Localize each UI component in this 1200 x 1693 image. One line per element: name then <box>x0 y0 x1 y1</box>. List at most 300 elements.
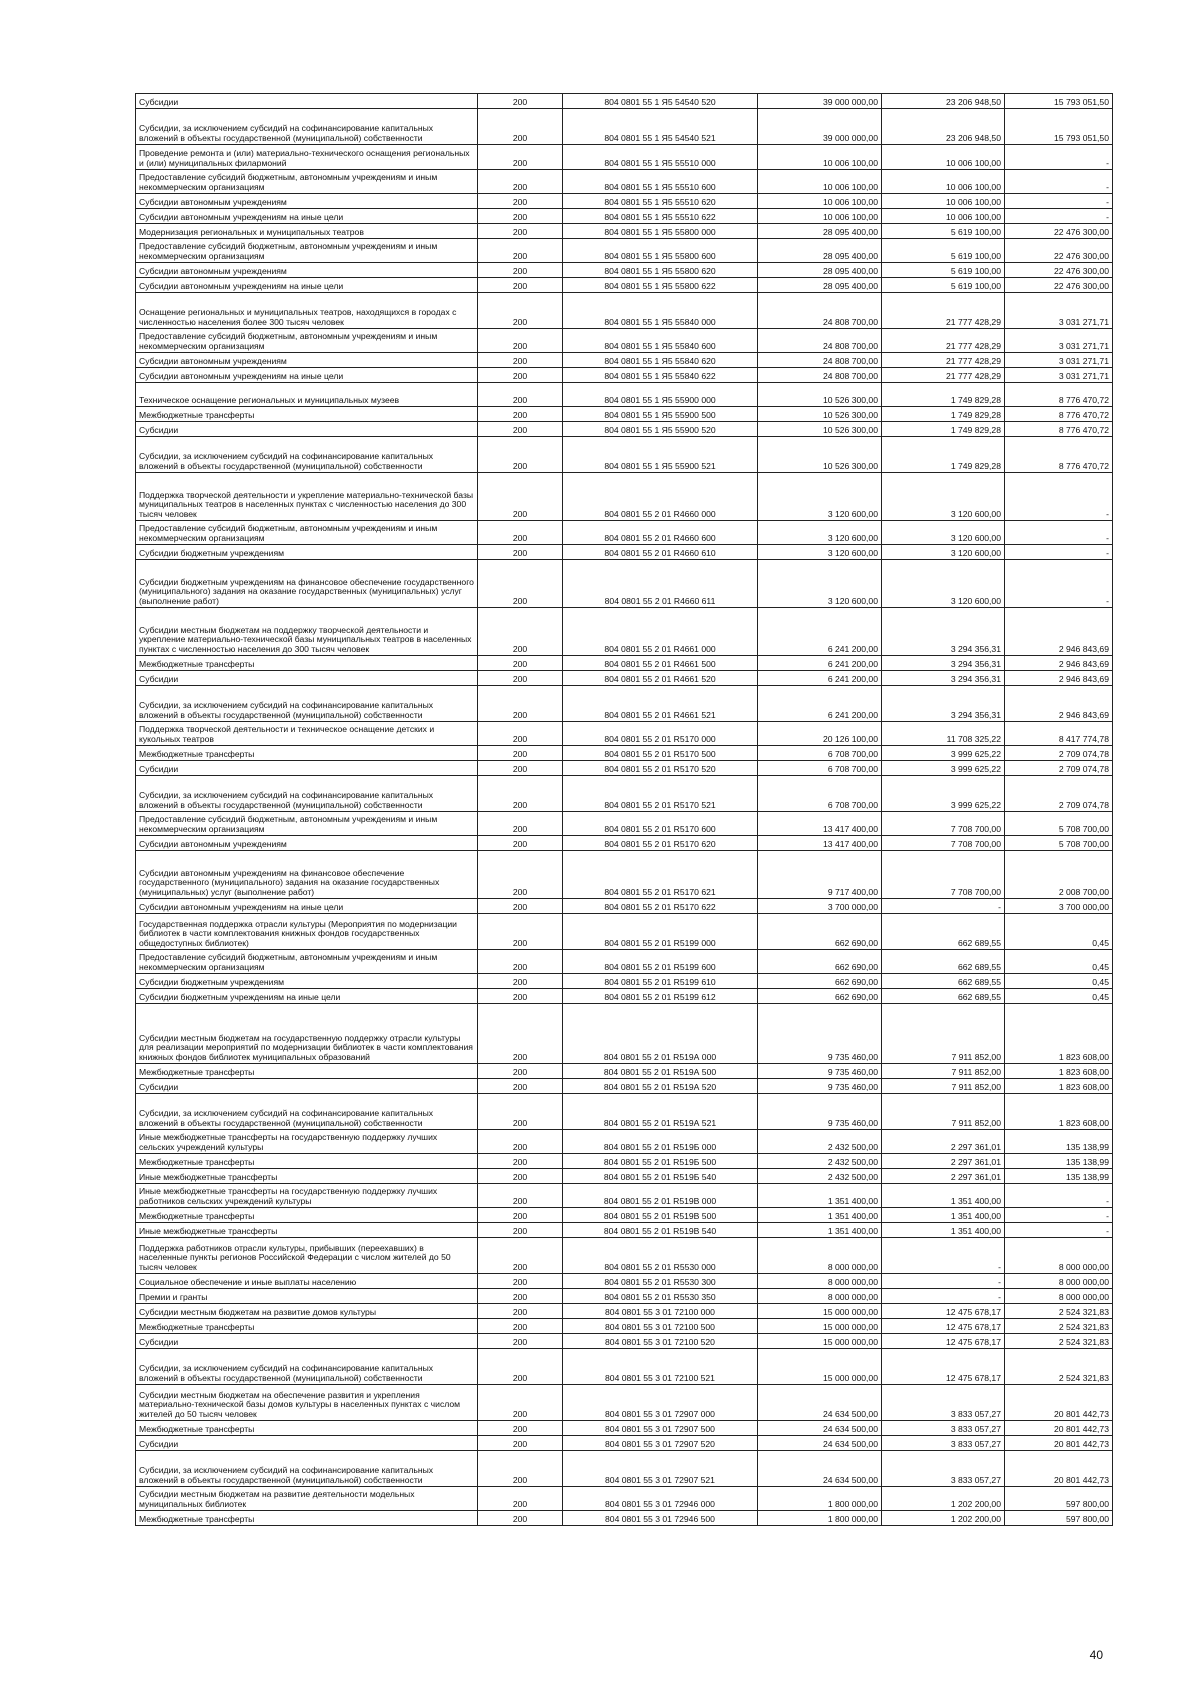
table-row <box>136 746 1113 761</box>
row-classification-code: 804 0801 55 1 Я5 55510 600 <box>563 170 758 194</box>
row-executed-amount: 5 619 100,00 <box>882 278 1005 293</box>
row-classification-code: 804 0801 55 2 01 R4660 611 <box>563 560 758 608</box>
table-row <box>136 1208 1113 1223</box>
row-name: Субсидии автономным учреждениям <box>136 194 478 209</box>
table-row <box>136 545 1113 560</box>
table-row <box>136 407 1113 422</box>
row-classification-code: 804 0801 55 2 01 R519В 540 <box>563 1223 758 1238</box>
row-admin-code: 200 <box>478 109 563 145</box>
row-executed-amount: 5 619 100,00 <box>882 263 1005 278</box>
row-unexecuted-amount: 2 946 843,69 <box>1005 686 1113 722</box>
row-approved-amount: 3 120 600,00 <box>758 521 882 545</box>
row-name: Межбюджетные трансферты <box>136 1511 478 1526</box>
row-unexecuted-amount: 20 801 442,73 <box>1005 1436 1113 1451</box>
row-executed-amount: 10 006 100,00 <box>882 170 1005 194</box>
row-admin-code: 200 <box>478 239 563 263</box>
row-name: Субсидии местным бюджетам на обеспечение развития и укрепления материально-технической базы домов культуры в населенных пунктах с числом жителей до 50 тысяч человек <box>136 1385 478 1421</box>
row-admin-code: 200 <box>478 293 563 329</box>
table-row <box>136 329 1113 353</box>
row-approved-amount: 39 000 000,00 <box>758 94 882 109</box>
row-unexecuted-amount: 1 823 608,00 <box>1005 1004 1113 1064</box>
row-unexecuted-amount: - <box>1005 560 1113 608</box>
row-approved-amount: 15 000 000,00 <box>758 1304 882 1319</box>
row-classification-code: 804 0801 55 3 01 72907 521 <box>563 1451 758 1487</box>
row-approved-amount: 10 006 100,00 <box>758 194 882 209</box>
row-unexecuted-amount: 22 476 300,00 <box>1005 278 1113 293</box>
row-approved-amount: 662 690,00 <box>758 989 882 1004</box>
row-name: Межбюджетные трансферты <box>136 1154 478 1169</box>
row-unexecuted-amount: 3 031 271,71 <box>1005 368 1113 383</box>
row-admin-code: 200 <box>478 545 563 560</box>
row-approved-amount: 1 351 400,00 <box>758 1184 882 1208</box>
row-unexecuted-amount: 1 823 608,00 <box>1005 1094 1113 1130</box>
row-name: Межбюджетные трансферты <box>136 746 478 761</box>
row-approved-amount: 6 241 200,00 <box>758 671 882 686</box>
row-unexecuted-amount: 2 524 321,83 <box>1005 1349 1113 1385</box>
row-executed-amount: - <box>882 1289 1005 1304</box>
row-executed-amount: 3 833 057,27 <box>882 1436 1005 1451</box>
row-admin-code: 200 <box>478 1349 563 1385</box>
row-executed-amount: 7 911 852,00 <box>882 1079 1005 1094</box>
table-row <box>136 899 1113 914</box>
row-unexecuted-amount: 2 946 843,69 <box>1005 656 1113 671</box>
row-executed-amount: 12 475 678,17 <box>882 1319 1005 1334</box>
row-unexecuted-amount: - <box>1005 145 1113 170</box>
row-classification-code: 804 0801 55 2 01 R5170 520 <box>563 761 758 776</box>
row-executed-amount: 2 297 361,01 <box>882 1130 1005 1154</box>
row-name: Субсидии автономным учреждениям на иные цели <box>136 368 478 383</box>
row-name: Межбюджетные трансферты <box>136 1064 478 1079</box>
row-executed-amount: 3 294 356,31 <box>882 608 1005 656</box>
row-admin-code: 200 <box>478 278 563 293</box>
table-row <box>136 109 1113 145</box>
row-name: Поддержка творческой деятельности и техническое оснащение детских и кукольных театров <box>136 722 478 746</box>
row-admin-code: 200 <box>478 1451 563 1487</box>
row-unexecuted-amount: 8 776 470,72 <box>1005 437 1113 473</box>
row-approved-amount: 662 690,00 <box>758 950 882 974</box>
row-admin-code: 200 <box>478 812 563 836</box>
row-classification-code: 804 0801 55 2 01 R4661 000 <box>563 608 758 656</box>
table-row <box>136 170 1113 194</box>
row-admin-code: 200 <box>478 473 563 521</box>
row-classification-code: 804 0801 55 1 Я5 55800 620 <box>563 263 758 278</box>
row-name: Иные межбюджетные трансферты на государственную поддержку лучших сельских учреждений культуры <box>136 1130 478 1154</box>
table-row <box>136 1130 1113 1154</box>
table-row <box>136 194 1113 209</box>
row-executed-amount: 1 351 400,00 <box>882 1208 1005 1223</box>
row-approved-amount: 2 432 500,00 <box>758 1154 882 1169</box>
row-unexecuted-amount: - <box>1005 1184 1113 1208</box>
row-admin-code: 200 <box>478 1079 563 1094</box>
row-classification-code: 804 0801 55 2 01 R4660 610 <box>563 545 758 560</box>
row-unexecuted-amount: 2 946 843,69 <box>1005 608 1113 656</box>
row-admin-code: 200 <box>478 1154 563 1169</box>
row-classification-code: 804 0801 55 2 01 R4661 520 <box>563 671 758 686</box>
row-unexecuted-amount: 1 823 608,00 <box>1005 1079 1113 1094</box>
row-admin-code: 200 <box>478 1385 563 1421</box>
table-row <box>136 1064 1113 1079</box>
row-name: Межбюджетные трансферты <box>136 1421 478 1436</box>
row-approved-amount: 6 241 200,00 <box>758 656 882 671</box>
row-approved-amount: 10 526 300,00 <box>758 383 882 407</box>
table-row <box>136 608 1113 656</box>
row-admin-code: 200 <box>478 899 563 914</box>
row-classification-code: 804 0801 55 1 Я5 54540 521 <box>563 109 758 145</box>
row-name: Субсидии <box>136 761 478 776</box>
row-name: Субсидии местным бюджетам на развитие деятельности модельных муниципальных библиотек <box>136 1487 478 1511</box>
row-name: Субсидии <box>136 422 478 437</box>
row-executed-amount: 7 708 700,00 <box>882 812 1005 836</box>
row-approved-amount: 2 432 500,00 <box>758 1130 882 1154</box>
row-admin-code: 200 <box>478 989 563 1004</box>
row-classification-code: 804 0801 55 3 01 72100 520 <box>563 1334 758 1349</box>
row-approved-amount: 28 095 400,00 <box>758 224 882 239</box>
row-unexecuted-amount: 3 031 271,71 <box>1005 353 1113 368</box>
table-row <box>136 1304 1113 1319</box>
row-executed-amount: 2 297 361,01 <box>882 1169 1005 1184</box>
row-unexecuted-amount: - <box>1005 473 1113 521</box>
row-unexecuted-amount: 15 793 051,50 <box>1005 109 1113 145</box>
row-executed-amount: 7 911 852,00 <box>882 1094 1005 1130</box>
row-executed-amount: 3 120 600,00 <box>882 545 1005 560</box>
row-unexecuted-amount: 2 008 700,00 <box>1005 851 1113 899</box>
row-classification-code: 804 0801 55 2 01 R5199 600 <box>563 950 758 974</box>
row-name: Предоставление субсидий бюджетным, автономным учреждениям и иным некоммерческим организациям <box>136 812 478 836</box>
row-admin-code: 200 <box>478 224 563 239</box>
row-approved-amount: 24 634 500,00 <box>758 1436 882 1451</box>
row-admin-code: 200 <box>478 1223 563 1238</box>
row-approved-amount: 9 735 460,00 <box>758 1079 882 1094</box>
row-admin-code: 200 <box>478 746 563 761</box>
row-admin-code: 200 <box>478 263 563 278</box>
table-row <box>136 353 1113 368</box>
row-classification-code: 804 0801 55 2 01 R4660 600 <box>563 521 758 545</box>
row-name: Субсидии, за исключением субсидий на софинансирование капитальных вложений в объекты государственной (муниципальной) собственности <box>136 686 478 722</box>
row-unexecuted-amount: - <box>1005 1208 1113 1223</box>
row-executed-amount: 21 777 428,29 <box>882 368 1005 383</box>
row-approved-amount: 8 000 000,00 <box>758 1238 882 1274</box>
row-approved-amount: 662 690,00 <box>758 974 882 989</box>
row-name: Субсидии местным бюджетам на государственную поддержку отрасли культуры для реализации мероприятий по модернизации библиотек в части комплектования книжных фондов библиотек муниципальных образований <box>136 1004 478 1064</box>
row-admin-code: 200 <box>478 1334 563 1349</box>
row-approved-amount: 13 417 400,00 <box>758 812 882 836</box>
row-name: Субсидии <box>136 1334 478 1349</box>
table-row <box>136 1319 1113 1334</box>
table-row <box>136 383 1113 407</box>
row-approved-amount: 6 708 700,00 <box>758 776 882 812</box>
row-admin-code: 200 <box>478 1289 563 1304</box>
row-unexecuted-amount: 0,45 <box>1005 989 1113 1004</box>
table-row <box>136 1421 1113 1436</box>
row-executed-amount: 21 777 428,29 <box>882 293 1005 329</box>
row-executed-amount: 3 120 600,00 <box>882 521 1005 545</box>
row-approved-amount: 6 241 200,00 <box>758 608 882 656</box>
row-name: Субсидии бюджетным учреждениям на иные цели <box>136 989 478 1004</box>
row-admin-code: 200 <box>478 656 563 671</box>
row-classification-code: 804 0801 55 1 Я5 55800 622 <box>563 278 758 293</box>
row-approved-amount: 24 808 700,00 <box>758 293 882 329</box>
row-unexecuted-amount: 8 776 470,72 <box>1005 383 1113 407</box>
row-classification-code: 804 0801 55 3 01 72100 500 <box>563 1319 758 1334</box>
row-admin-code: 200 <box>478 209 563 224</box>
row-classification-code: 804 0801 55 2 01 R519Б 500 <box>563 1154 758 1169</box>
table-row <box>136 812 1113 836</box>
row-admin-code: 200 <box>478 422 563 437</box>
row-name: Межбюджетные трансферты <box>136 407 478 422</box>
row-classification-code: 804 0801 55 2 01 R5170 600 <box>563 812 758 836</box>
row-classification-code: 804 0801 55 2 01 R5199 612 <box>563 989 758 1004</box>
row-admin-code: 200 <box>478 1064 563 1079</box>
row-executed-amount: 1 749 829,28 <box>882 383 1005 407</box>
row-approved-amount: 39 000 000,00 <box>758 109 882 145</box>
row-executed-amount: 3 833 057,27 <box>882 1421 1005 1436</box>
row-unexecuted-amount: 2 524 321,83 <box>1005 1319 1113 1334</box>
row-classification-code: 804 0801 55 3 01 72907 000 <box>563 1385 758 1421</box>
row-name: Предоставление субсидий бюджетным, автономным учреждениям и иным некоммерческим организациям <box>136 329 478 353</box>
row-admin-code: 200 <box>478 671 563 686</box>
table-row <box>136 722 1113 746</box>
table-row <box>136 1334 1113 1349</box>
table-row <box>136 1223 1113 1238</box>
row-executed-amount: 1 749 829,28 <box>882 437 1005 473</box>
row-approved-amount: 24 808 700,00 <box>758 329 882 353</box>
row-admin-code: 200 <box>478 1511 563 1526</box>
table-row <box>136 1289 1113 1304</box>
row-admin-code: 200 <box>478 194 563 209</box>
table-row <box>136 671 1113 686</box>
row-unexecuted-amount: 15 793 051,50 <box>1005 94 1113 109</box>
budget-table-body <box>136 94 1113 1526</box>
row-admin-code: 200 <box>478 437 563 473</box>
row-classification-code: 804 0801 55 2 01 R5199 610 <box>563 974 758 989</box>
row-admin-code: 200 <box>478 1169 563 1184</box>
table-row <box>136 94 1113 109</box>
row-name: Субсидии автономным учреждениям на иные цели <box>136 278 478 293</box>
row-classification-code: 804 0801 55 2 01 R5530 000 <box>563 1238 758 1274</box>
row-unexecuted-amount: 2 709 074,78 <box>1005 746 1113 761</box>
table-row <box>136 1451 1113 1487</box>
row-unexecuted-amount: 2 524 321,83 <box>1005 1304 1113 1319</box>
row-unexecuted-amount: 20 801 442,73 <box>1005 1451 1113 1487</box>
row-approved-amount: 6 708 700,00 <box>758 746 882 761</box>
table-row <box>136 1079 1113 1094</box>
row-name: Межбюджетные трансферты <box>136 1319 478 1334</box>
row-classification-code: 804 0801 55 1 Я5 55840 000 <box>563 293 758 329</box>
row-classification-code: 804 0801 55 2 01 R519В 000 <box>563 1184 758 1208</box>
row-unexecuted-amount: 135 138,99 <box>1005 1169 1113 1184</box>
row-approved-amount: 3 120 600,00 <box>758 560 882 608</box>
row-classification-code: 804 0801 55 1 Я5 55800 000 <box>563 224 758 239</box>
row-name: Субсидии, за исключением субсидий на софинансирование капитальных вложений в объекты государственной (муниципальной) собственности <box>136 1349 478 1385</box>
table-row <box>136 656 1113 671</box>
row-unexecuted-amount: 2 709 074,78 <box>1005 761 1113 776</box>
row-admin-code: 200 <box>478 1238 563 1274</box>
row-unexecuted-amount: 8 000 000,00 <box>1005 1289 1113 1304</box>
table-row <box>136 1004 1113 1064</box>
row-executed-amount: 5 619 100,00 <box>882 224 1005 239</box>
row-unexecuted-amount: 597 800,00 <box>1005 1511 1113 1526</box>
row-approved-amount: 3 120 600,00 <box>758 545 882 560</box>
row-approved-amount: 2 432 500,00 <box>758 1169 882 1184</box>
row-unexecuted-amount: 22 476 300,00 <box>1005 224 1113 239</box>
row-executed-amount: 3 833 057,27 <box>882 1451 1005 1487</box>
row-classification-code: 804 0801 55 1 Я5 55900 500 <box>563 407 758 422</box>
table-row <box>136 521 1113 545</box>
row-name: Субсидии, за исключением субсидий на софинансирование капитальных вложений в объекты государственной (муниципальной) собственности <box>136 437 478 473</box>
row-classification-code: 804 0801 55 2 01 R519Б 000 <box>563 1130 758 1154</box>
row-classification-code: 804 0801 55 2 01 R4661 521 <box>563 686 758 722</box>
row-name: Межбюджетные трансферты <box>136 1208 478 1223</box>
row-approved-amount: 15 000 000,00 <box>758 1349 882 1385</box>
row-approved-amount: 8 000 000,00 <box>758 1289 882 1304</box>
row-classification-code: 804 0801 55 2 01 R4661 500 <box>563 656 758 671</box>
row-unexecuted-amount: - <box>1005 545 1113 560</box>
row-admin-code: 200 <box>478 1304 563 1319</box>
row-executed-amount: 23 206 948,50 <box>882 109 1005 145</box>
row-admin-code: 200 <box>478 686 563 722</box>
table-row <box>136 422 1113 437</box>
row-unexecuted-amount: 1 823 608,00 <box>1005 1064 1113 1079</box>
row-classification-code: 804 0801 55 1 Я5 55800 600 <box>563 239 758 263</box>
row-unexecuted-amount: 22 476 300,00 <box>1005 239 1113 263</box>
row-admin-code: 200 <box>478 383 563 407</box>
row-approved-amount: 28 095 400,00 <box>758 278 882 293</box>
row-approved-amount: 9 735 460,00 <box>758 1004 882 1064</box>
row-name: Субсидии бюджетным учреждениям <box>136 545 478 560</box>
row-classification-code: 804 0801 55 3 01 72907 500 <box>563 1421 758 1436</box>
row-executed-amount: 10 006 100,00 <box>882 194 1005 209</box>
row-approved-amount: 24 808 700,00 <box>758 353 882 368</box>
row-executed-amount: 10 006 100,00 <box>882 209 1005 224</box>
row-name: Иные межбюджетные трансферты <box>136 1223 478 1238</box>
row-unexecuted-amount: 22 476 300,00 <box>1005 263 1113 278</box>
row-admin-code: 200 <box>478 1004 563 1064</box>
row-approved-amount: 8 000 000,00 <box>758 1274 882 1289</box>
row-approved-amount: 24 634 500,00 <box>758 1385 882 1421</box>
row-approved-amount: 15 000 000,00 <box>758 1334 882 1349</box>
row-classification-code: 804 0801 55 1 Я5 55510 622 <box>563 209 758 224</box>
row-approved-amount: 24 634 500,00 <box>758 1421 882 1436</box>
row-executed-amount: 3 833 057,27 <box>882 1385 1005 1421</box>
row-executed-amount: 1 202 200,00 <box>882 1511 1005 1526</box>
row-approved-amount: 10 006 100,00 <box>758 209 882 224</box>
row-approved-amount: 10 526 300,00 <box>758 407 882 422</box>
row-approved-amount: 24 634 500,00 <box>758 1451 882 1487</box>
row-name: Предоставление субсидий бюджетным, автономным учреждениям и иным некоммерческим организациям <box>136 239 478 263</box>
table-row <box>136 560 1113 608</box>
row-admin-code: 200 <box>478 1094 563 1130</box>
page-number: 40 <box>1089 1648 1103 1662</box>
row-unexecuted-amount: 0,45 <box>1005 950 1113 974</box>
row-classification-code: 804 0801 55 1 Я5 55900 521 <box>563 437 758 473</box>
row-approved-amount: 10 006 100,00 <box>758 170 882 194</box>
row-unexecuted-amount: - <box>1005 170 1113 194</box>
row-admin-code: 200 <box>478 608 563 656</box>
row-classification-code: 804 0801 55 2 01 R5170 000 <box>563 722 758 746</box>
row-admin-code: 200 <box>478 1421 563 1436</box>
row-executed-amount: 7 708 700,00 <box>882 836 1005 851</box>
row-executed-amount: 21 777 428,29 <box>882 329 1005 353</box>
table-row <box>136 473 1113 521</box>
row-approved-amount: 662 690,00 <box>758 914 882 950</box>
row-approved-amount: 9 735 460,00 <box>758 1064 882 1079</box>
table-row <box>136 950 1113 974</box>
row-classification-code: 804 0801 55 2 01 R5170 622 <box>563 899 758 914</box>
row-unexecuted-amount: 8 000 000,00 <box>1005 1274 1113 1289</box>
row-name: Субсидии, за исключением субсидий на софинансирование капитальных вложений в объекты государственной (муниципальной) собственности <box>136 109 478 145</box>
row-name: Субсидии автономным учреждениям на иные цели <box>136 899 478 914</box>
row-classification-code: 804 0801 55 1 Я5 55840 620 <box>563 353 758 368</box>
row-classification-code: 804 0801 55 2 01 R519А 521 <box>563 1094 758 1130</box>
row-unexecuted-amount: 8 000 000,00 <box>1005 1238 1113 1274</box>
row-executed-amount: - <box>882 1274 1005 1289</box>
row-admin-code: 200 <box>478 407 563 422</box>
row-approved-amount: 28 095 400,00 <box>758 239 882 263</box>
row-classification-code: 804 0801 55 3 01 72946 000 <box>563 1487 758 1511</box>
row-executed-amount: 662 689,55 <box>882 914 1005 950</box>
row-approved-amount: 6 241 200,00 <box>758 686 882 722</box>
table-row <box>136 1274 1113 1289</box>
row-classification-code: 804 0801 55 1 Я5 55900 000 <box>563 383 758 407</box>
row-admin-code: 200 <box>478 722 563 746</box>
row-admin-code: 200 <box>478 1130 563 1154</box>
row-approved-amount: 9 717 400,00 <box>758 851 882 899</box>
row-classification-code: 804 0801 55 2 01 R5199 000 <box>563 914 758 950</box>
row-executed-amount: 1 749 829,28 <box>882 422 1005 437</box>
row-name: Субсидии, за исключением субсидий на софинансирование капитальных вложений в объекты государственной (муниципальной) собственности <box>136 1094 478 1130</box>
row-name: Предоставление субсидий бюджетным, автономным учреждениям и иным некоммерческим организациям <box>136 950 478 974</box>
row-name: Поддержка творческой деятельности и укрепление материально-технической базы муниципальных театров в населенных пунктах с численностью населения до 300 тысяч человек <box>136 473 478 521</box>
row-executed-amount: 21 777 428,29 <box>882 353 1005 368</box>
row-name: Субсидии автономным учреждениям <box>136 353 478 368</box>
row-name: Предоставление субсидий бюджетным, автономным учреждениям и иным некоммерческим организациям <box>136 170 478 194</box>
table-row <box>136 293 1113 329</box>
table-row <box>136 1184 1113 1208</box>
table-row <box>136 1349 1113 1385</box>
row-unexecuted-amount: - <box>1005 194 1113 209</box>
row-admin-code: 200 <box>478 145 563 170</box>
row-name: Субсидии автономным учреждениям на иные цели <box>136 209 478 224</box>
table-row <box>136 686 1113 722</box>
table-row <box>136 1094 1113 1130</box>
row-classification-code: 804 0801 55 2 01 R519А 500 <box>563 1064 758 1079</box>
row-classification-code: 804 0801 55 1 Я5 54540 520 <box>563 94 758 109</box>
row-classification-code: 804 0801 55 1 Я5 55510 000 <box>563 145 758 170</box>
row-name: Социальное обеспечение и иные выплаты населению <box>136 1274 478 1289</box>
row-admin-code: 200 <box>478 1487 563 1511</box>
table-row <box>136 989 1113 1004</box>
row-name: Субсидии <box>136 1079 478 1094</box>
row-executed-amount: 7 708 700,00 <box>882 851 1005 899</box>
row-admin-code: 200 <box>478 1274 563 1289</box>
row-unexecuted-amount: 8 776 470,72 <box>1005 407 1113 422</box>
row-approved-amount: 3 120 600,00 <box>758 473 882 521</box>
row-approved-amount: 28 095 400,00 <box>758 263 882 278</box>
row-unexecuted-amount: 8 417 774,78 <box>1005 722 1113 746</box>
row-executed-amount: 12 475 678,17 <box>882 1349 1005 1385</box>
row-unexecuted-amount: 20 801 442,73 <box>1005 1385 1113 1421</box>
row-admin-code: 200 <box>478 914 563 950</box>
table-row <box>136 851 1113 899</box>
row-executed-amount: 2 297 361,01 <box>882 1154 1005 1169</box>
row-approved-amount: 3 700 000,00 <box>758 899 882 914</box>
row-unexecuted-amount: 2 946 843,69 <box>1005 671 1113 686</box>
row-classification-code: 804 0801 55 3 01 72907 520 <box>563 1436 758 1451</box>
row-executed-amount: 12 475 678,17 <box>882 1304 1005 1319</box>
row-executed-amount: 3 294 356,31 <box>882 686 1005 722</box>
row-approved-amount: 6 708 700,00 <box>758 761 882 776</box>
row-executed-amount: 23 206 948,50 <box>882 94 1005 109</box>
